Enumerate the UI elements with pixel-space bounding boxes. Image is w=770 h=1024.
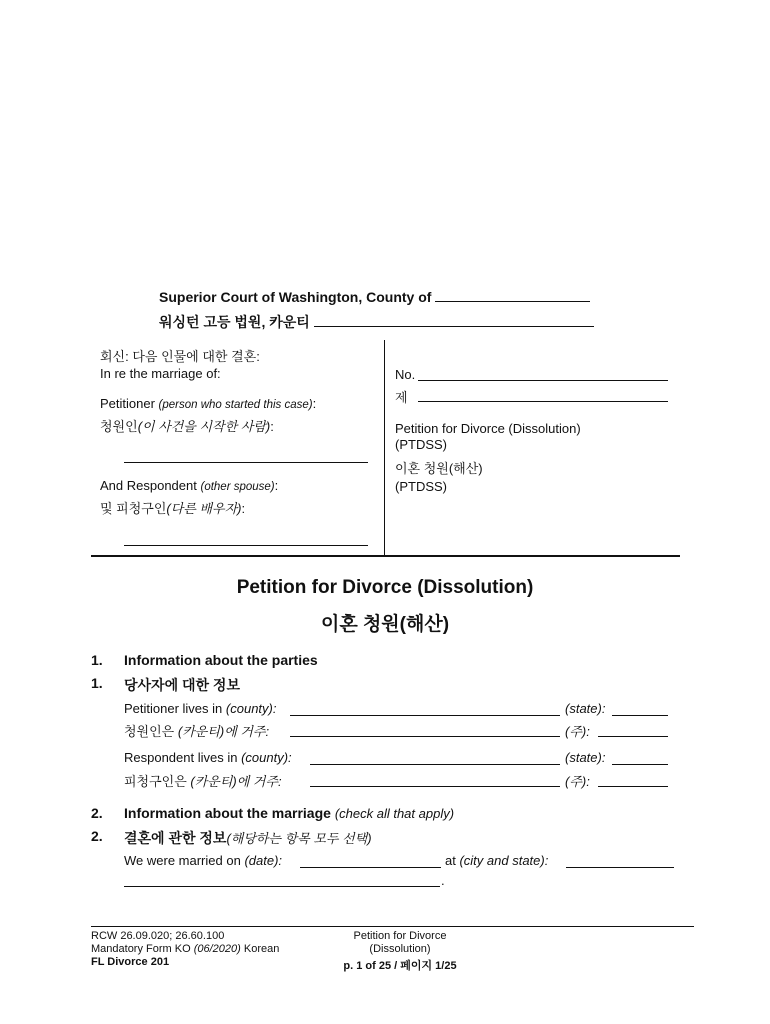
in-re-ko: 회신: 다음 인물에 대한 결혼: bbox=[100, 349, 260, 364]
page-title-en: Petition for Divorce (Dissolution) bbox=[236, 577, 534, 598]
footer-rcw: RCW 26.09.020; 26.60.100 bbox=[91, 930, 225, 942]
respondent-note: (other spouse) bbox=[200, 481, 275, 493]
caption-doc-title-ko: 이혼 청원(해산) bbox=[395, 461, 483, 476]
court-name-en-text: Superior Court of Washington, County of bbox=[159, 289, 432, 305]
marriage-city-state-field[interactable] bbox=[566, 867, 674, 868]
section1-number: 1. bbox=[91, 652, 103, 668]
married-on-label bbox=[124, 853, 282, 868]
in-re-en: In re the marriage of: bbox=[100, 366, 221, 381]
court-name-ko-text: 워싱턴 고등 법원, 카운티 bbox=[159, 314, 310, 330]
resp-lives-ko-text: 피청구인은 bbox=[124, 774, 187, 789]
case-number-ko-field[interactable] bbox=[418, 401, 668, 402]
case-no-ko-label: 제 bbox=[395, 390, 408, 405]
section2-heading-en-text: Information about the marriage bbox=[124, 805, 331, 821]
county-blank-ko[interactable] bbox=[314, 325, 594, 327]
page-title-ko: 이혼 청원(해산) bbox=[320, 614, 450, 635]
respondent-state-ko-field[interactable] bbox=[598, 786, 668, 787]
respondent-name-field[interactable] bbox=[124, 545, 368, 546]
resp-state-ko-label: (주): bbox=[565, 774, 590, 789]
respondent-ko-note: (다른 배우자) bbox=[166, 501, 242, 516]
pet-state-en-label: (state): bbox=[565, 701, 606, 716]
section2-heading-ko-note: (해당하는 항목 모두 선택) bbox=[226, 831, 372, 846]
petitioner-lives-ko bbox=[124, 721, 269, 740]
footer-mandatory-text: Mandatory Form KO bbox=[91, 943, 191, 955]
footer-center-2: (Dissolution) bbox=[369, 943, 431, 955]
section2-heading-ko-text: 결혼에 관한 정보 bbox=[124, 830, 227, 846]
respondent-state-field[interactable] bbox=[612, 764, 668, 765]
footer-rule bbox=[91, 926, 694, 927]
resp-lives-en-text: Respondent lives in bbox=[124, 750, 238, 765]
section1-heading-ko: 당사자에 대한 정보 bbox=[124, 677, 240, 693]
petitioner-ko-colon: : bbox=[270, 419, 274, 434]
petitioner-name-field[interactable] bbox=[124, 462, 368, 463]
petitioner-label-text: Petitioner bbox=[100, 396, 155, 411]
petitioner-lives-en bbox=[124, 701, 276, 716]
petitioner-label bbox=[100, 396, 316, 411]
petitioner-ko-note: (이 사건을 시작한 사람) bbox=[137, 419, 271, 434]
petitioner-state-field[interactable] bbox=[612, 715, 668, 716]
caption-divider bbox=[384, 340, 385, 555]
petitioner-state-ko-field[interactable] bbox=[598, 736, 668, 737]
resp-state-en-label: (state): bbox=[565, 750, 606, 765]
pet-county-ko-label: (카운티)에 거주: bbox=[177, 724, 270, 739]
section2-number: 2. bbox=[91, 805, 103, 821]
married-date-label: (date): bbox=[244, 853, 283, 868]
pet-lives-ko-text: 청원인은 bbox=[124, 724, 175, 739]
footer-mandatory-lang: Korean bbox=[243, 943, 280, 955]
petitioner-county-ko-field[interactable] bbox=[290, 736, 560, 737]
pet-lives-en-text: Petitioner lives in bbox=[124, 701, 223, 716]
married-period: . bbox=[441, 873, 445, 888]
respondent-ko-text: 및 피청구인 bbox=[100, 501, 167, 516]
respondent-county-ko-field[interactable] bbox=[310, 786, 560, 787]
respondent-lives-en bbox=[124, 750, 292, 765]
section2-heading-ko bbox=[124, 828, 372, 848]
married-at-text: at bbox=[445, 853, 456, 868]
resp-county-ko-label: (카운티)에 거주: bbox=[190, 774, 282, 789]
case-no-en-label: No. bbox=[395, 367, 416, 382]
section1-number-ko: 1. bbox=[91, 675, 103, 691]
footer-mandatory bbox=[91, 943, 279, 956]
respondent-lives-ko bbox=[124, 771, 282, 790]
caption-bottom-rule bbox=[91, 555, 680, 557]
respondent-county-field[interactable] bbox=[310, 764, 560, 765]
section2-number-ko: 2. bbox=[91, 828, 103, 844]
marriage-city-state-field-2[interactable] bbox=[124, 886, 440, 887]
married-on-text: We were married on bbox=[124, 853, 241, 868]
section2-heading-en bbox=[124, 805, 454, 821]
court-name-ko bbox=[159, 312, 594, 332]
caption-doc-title-en: Petition for Divorce (Dissolution) bbox=[395, 421, 581, 436]
caption-doc-code-en: (PTDSS) bbox=[395, 437, 447, 452]
footer-center bbox=[330, 930, 470, 973]
footer-mandatory-date: (06/2020) bbox=[193, 943, 241, 955]
petitioner-note: (person who started this case) bbox=[158, 399, 313, 411]
footer-left bbox=[91, 930, 279, 969]
county-blank-en[interactable] bbox=[435, 300, 590, 302]
footer-form-id: FL Divorce 201 bbox=[91, 956, 170, 968]
resp-county-en-label: (county): bbox=[241, 750, 292, 765]
petitioner-label-ko bbox=[100, 416, 274, 435]
married-city-state-label: (city and state): bbox=[459, 853, 549, 868]
case-number-field[interactable] bbox=[418, 380, 668, 381]
respondent-label-text: And Respondent bbox=[100, 478, 197, 493]
pet-state-ko-label: (주): bbox=[565, 724, 590, 739]
pet-county-en-label: (county): bbox=[225, 701, 277, 716]
footer-center-1: Petition for Divorce bbox=[353, 930, 447, 942]
petitioner-ko-text: 청원인 bbox=[100, 419, 138, 434]
section1-heading-en: Information about the parties bbox=[124, 652, 318, 668]
respondent-colon: : bbox=[274, 478, 279, 493]
court-name-en bbox=[159, 289, 590, 305]
married-at-label bbox=[445, 853, 548, 868]
page-number: p. 1 of 25 / 페이지 1/25 bbox=[343, 960, 457, 972]
petitioner-county-field[interactable] bbox=[290, 715, 560, 716]
caption-doc-code-ko: (PTDSS) bbox=[395, 479, 447, 494]
respondent-label bbox=[100, 478, 278, 493]
petitioner-colon: : bbox=[312, 396, 317, 411]
respondent-ko-colon: : bbox=[241, 501, 246, 516]
marriage-date-field[interactable] bbox=[300, 867, 441, 868]
section2-heading-en-note: (check all that apply) bbox=[334, 806, 455, 821]
respondent-label-ko bbox=[100, 498, 245, 517]
